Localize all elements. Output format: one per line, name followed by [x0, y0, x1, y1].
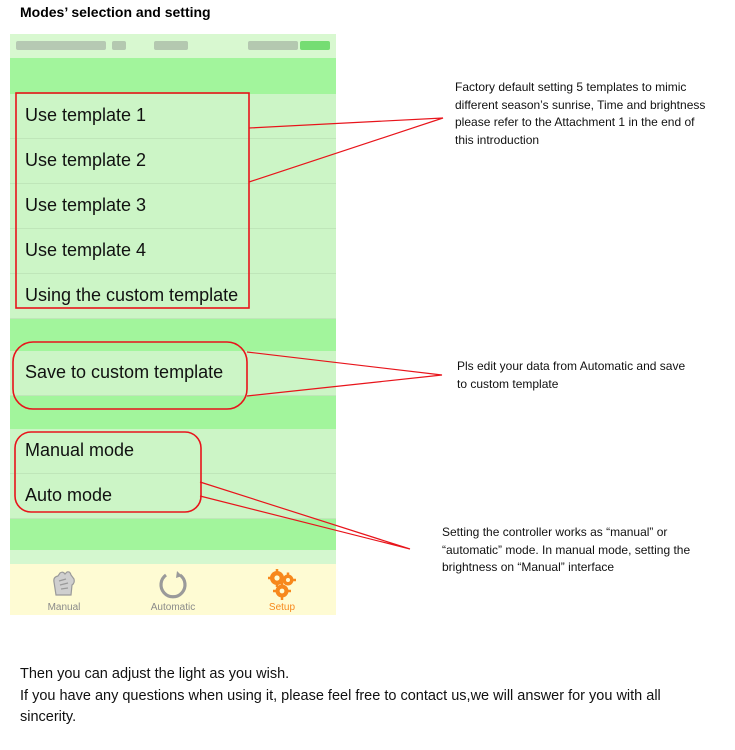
tab-automatic-label: Automatic [150, 602, 196, 613]
template-1-label: Use template 1 [25, 105, 147, 125]
template-3-label: Use template 3 [25, 195, 147, 215]
templates-callout-line [249, 118, 443, 182]
tab-manual-label: Manual [47, 602, 81, 613]
manual-mode-label: Manual mode [25, 440, 135, 460]
auto-mode-label: Auto mode [25, 485, 113, 505]
templates-note-line: Factory default setting 5 templates to mimic [455, 80, 687, 94]
mode-note-line: Setting the controller works as “manual” or [442, 525, 668, 539]
save-callout-line [247, 352, 442, 396]
save-custom-template-label: Save to custom template [25, 362, 224, 382]
templates-annotation [455, 79, 705, 149]
save-annotation [457, 358, 685, 393]
footer-line: sincerity. [20, 709, 77, 725]
mode-note-line: brightness on “Manual” interface [442, 560, 615, 574]
templates-note-line: this introduction [455, 132, 540, 147]
templates-note-line: different season’s sunrise, Time and brightness [455, 97, 706, 112]
save-note-line: Pls edit your data from Automatic and save [457, 359, 686, 373]
mode-note-line: “automatic” mode. In manual mode, setting the [442, 542, 691, 557]
template-4-label: Use template 4 [25, 240, 147, 260]
save-note-line: to custom template [457, 376, 559, 391]
mode-highlight-box [15, 432, 201, 512]
custom-template-label: Using the custom template [25, 285, 239, 305]
templates-note-line: please refer to the Attachment 1 in the end of [455, 115, 695, 129]
mode-annotation [442, 524, 690, 577]
save-highlight-box [13, 342, 247, 409]
footer-line: Then you can adjust the light as you wish. [20, 666, 290, 682]
tab-setup-label: Setup [268, 602, 296, 613]
footer-text [20, 664, 720, 729]
mode-callout-line [200, 482, 410, 549]
page-heading: Modes’ selection and setting [20, 4, 211, 20]
template-2-label: Use template 2 [25, 150, 147, 170]
footer-line: If you have any questions when using it, please feel free to contact us,we will answer for you with all [20, 687, 661, 704]
templates-highlight-box [16, 93, 249, 308]
